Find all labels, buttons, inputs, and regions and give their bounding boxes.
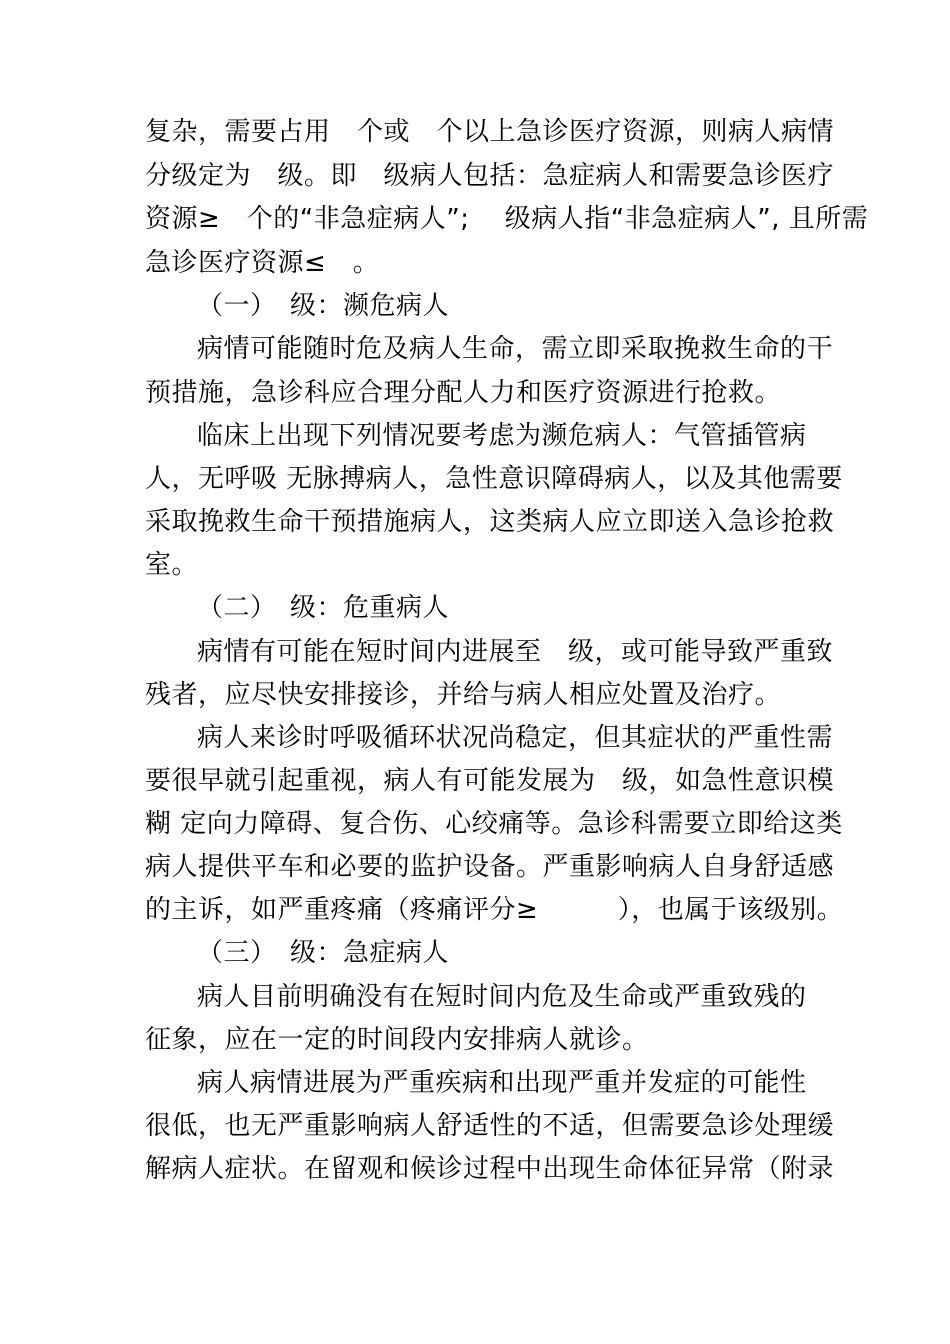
paragraph-line: 病人来诊时呼吸循环状况尚稳定，但其症状的严重性需 — [197, 723, 834, 753]
paragraph-line: 分级定为 级。即 级病人包括：急症病人和需要急诊医疗 — [145, 161, 835, 191]
paragraph-line: 很低，也无严重影响病人舒适性的不适，但需要急诊处理缓 — [145, 1111, 835, 1141]
paragraph-line: 残者，应尽快安排接诊，并给与病人相应处置及治疗。 — [145, 680, 782, 710]
paragraph-line: 病人提供平车和必要的监护设备。严重影响病人自身舒适感 — [145, 852, 835, 882]
paragraph-line: 资源≥ 个的“非急症病人”; 级病人指“非急症病人”, 且所需 — [145, 204, 869, 234]
paragraph-line: 临床上出现下列情况要考虑为濒危病人：气管插管病 — [197, 421, 807, 451]
paragraph-line: 病人目前明确没有在短时间内危及生命或严重致残的 — [197, 982, 807, 1012]
paragraph-line: 急诊医疗资源≤ 。 — [145, 248, 380, 278]
paragraph-line: 糊 定向力障碍、复合伤、心绞痛等。急诊科需要立即给这类 — [145, 809, 843, 839]
paragraph-line: 采取挽救生命干预措施病人，这类病人应立即送入急诊抢救 — [145, 507, 835, 537]
paragraph-line: 病人病情进展为严重疾病和出现严重并发症的可能性 — [197, 1068, 807, 1098]
paragraph-line: 人，无呼吸 无脉搏病人，急性意识障碍病人，以及其他需要 — [145, 464, 843, 494]
section-heading-2: （二） 级：危重病人 — [197, 593, 450, 623]
paragraph-line: 解病人症状。在留观和候诊过程中出现生命体征异常（附录 — [145, 1154, 835, 1184]
paragraph-line: 征象，应在一定的时间段内安排病人就诊。 — [145, 1025, 649, 1055]
paragraph-line: 预措施，急诊科应合理分配人力和医疗资源进行抢救。 — [145, 378, 782, 408]
section-heading-1: （一） 级：濒危病人 — [197, 291, 450, 321]
paragraph-line: 要很早就引起重视，病人有可能发展为 级，如急性意识模 — [145, 766, 835, 796]
paragraph-line: 室。 — [145, 550, 199, 580]
paragraph-line: 病情可能随时危及病人生命，需立即采取挽救生命的干 — [197, 334, 834, 364]
paragraph-line: 的主诉，如严重疼痛（疼痛评分≥ ），也属于该级别。 — [145, 895, 844, 925]
section-heading-3: （三） 级：急症病人 — [197, 938, 450, 968]
paragraph-line: 病情有可能在短时间内进展至 级，或可能导致严重致 — [197, 637, 834, 667]
paragraph-line: 复杂，需要占用 个或 个以上急诊医疗资源，则病人病情 — [145, 117, 835, 147]
